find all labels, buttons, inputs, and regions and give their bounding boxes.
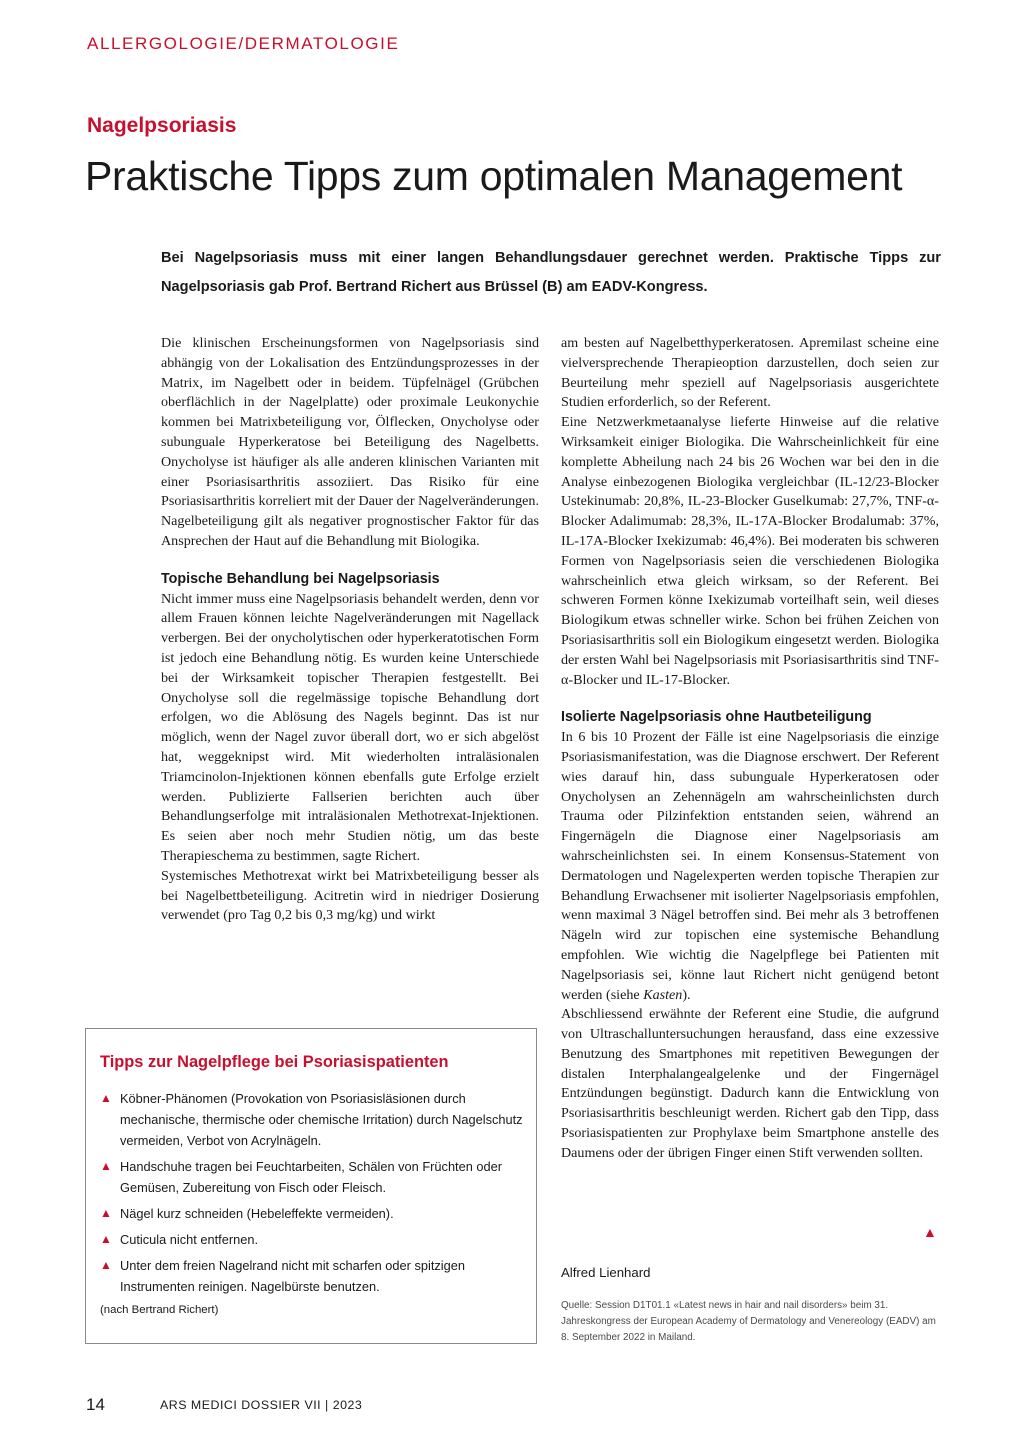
- tip-text: Unter dem freien Nagelrand nicht mit scharfen oder spitzigen Instrumenten reinigen. Nagelbürste benutzen.: [120, 1258, 465, 1294]
- tip-text: Nägel kurz schneiden (Hebeleffekte vermeiden).: [120, 1206, 394, 1221]
- list-item: [100, 1229, 528, 1250]
- publication-footer: ARS MEDICI DOSSIER VII | 2023: [160, 1398, 363, 1412]
- section-label: ALLERGOLOGIE/DERMATOLOGIE: [87, 34, 400, 53]
- tip-text: Köbner-Phänomen (Provokation von Psoriasisläsionen durch mechanische, thermische oder chemische Irritation) durch Nagelschutz vermeiden, Verbot von Acrylnägeln.: [120, 1091, 523, 1148]
- tips-box-title: Tipps zur Nagelpflege bei Psoriasispatienten: [100, 1053, 449, 1071]
- triangle-bullet-icon: ▲: [100, 1159, 112, 1173]
- left-column: [161, 334, 539, 926]
- isolated-text: In 6 bis 10 Prozent der Fälle ist eine Nagelpsoriasis die einzige Psoriasismanifestation, was die Diagnose erschwert. Der Referent wies darauf hin, dass subunguale Hyperkeratosen oder Onycholysen an Zehennägeln am wahrscheinlichsten durch Trauma oder Pilzinfektion entstanden seien, während an Fingernägeln die Diagnose einer Nagelpsoriasis am wahrscheinlichsten sei. In einem Konsensus-Statement von Dermatologen und Nagelexperten werden topische Therapien zur Behandlung Erwachsener mit isolierter Nagelpsoriasis empfohlen, wenn maximal 3 Nägel betroffen sind. Bei mehr als 3 betroffenen Nägeln wird zur topischen eine systemische Behandlung empfohlen. Wie wichtig die Nagelpflege bei Patienten mit Nagelpsoriasis sei, könne laut Richert nicht genügend betont werden (siehe: [561, 729, 939, 1003]
- list-item: [100, 1088, 528, 1151]
- kasten-reference: Kasten: [643, 986, 683, 1003]
- systemic-paragraph: Systemisches Methotrexat wirkt bei Matrixbeteiligung besser als bei Nagelbettbeteiligung. Acitretin wird in niedriger Dosierung verwendet (pro Tag 0,2 bis 0,3 mg/kg) und wirkt: [161, 867, 539, 924]
- article-kicker: Nagelpsoriasis: [87, 114, 237, 137]
- subheading-topical: Topische Behandlung bei Nagelpsoriasis: [161, 570, 440, 587]
- topical-paragraph: Nicht immer muss eine Nagelpsoriasis behandelt werden, denn vor allem Frauen können leichte Nagelveränderungen mit Nagellack verbergen. Bei der onycholytischen oder hyperkeratotischen Form ist jedoch eine Behandlung nötig. Es wurden keine Unterschiede bei der Wirksamkeit topischer Therapien festgestellt. Bei Onycholyse soll die regelmässige topische Behandlung dort erfolgen, wo die Ablösung des Nagels beginnt. Das ist nur möglich, wenn der Nagel zuvor überall dort, wo er sich abgelöst hat, weggeknipst wird. Mit wiederholten intraläsionalen Triamcinolon-Injektionen können ebenfalls gute Erfolge erzielt werden. Publizierte Fallserien berichten auch über Behandlungserfolge mit intraläsionalen Methotrexat-Injektionen. Es seien aber noch mehr Studien nötig, um das beste Therapieschema zu bestimmen, sagte Richert.: [161, 590, 539, 864]
- subheading-isolated: Isolierte Nagelpsoriasis ohne Hautbeteiligung: [561, 709, 872, 726]
- intro-paragraph: Die klinischen Erscheinungsformen von Nagelpsoriasis sind abhängig von der Lokalisation des Entzündungsprozesses in der Matrix, im Nagelbett oder in beidem. Tüpfelnägel (Grübchen oberflächlich in der Nagelplatte) oder proximale Leukonychie kommen bei Matrixbeteiligung vor, Ölflecken, Onycholyse oder subunguale Hyperkeratose bei Beteiligung des Nagelbetts. Onycholyse ist häufiger als alle anderen klinischen Varianten mit einer Psoriasisarthritis assoziiert. Das Risiko für eine Psoriasisarthritis korreliert mit der Dauer der Nagelveränderungen. Nagelbeteiligung gilt als negativer prognostischer Faktor für das Ansprechen der Haut auf die Behandlung mit Biologika.: [161, 335, 539, 549]
- article-headline: Praktische Tipps zum optimalen Management: [85, 153, 903, 199]
- triangle-bullet-icon: ▲: [100, 1091, 112, 1105]
- source-note: Quelle: Session D1T01.1 «Latest news in hair and nail disorders» beim 31. Jahreskongress der European Academy of Dermatology and Venereology (EADV) am 8. September 2022 in Mailand.: [561, 1300, 936, 1343]
- right-column: [561, 334, 939, 1164]
- tip-text: Cuticula nicht entfernen.: [120, 1232, 259, 1247]
- list-item: [100, 1203, 528, 1224]
- triangle-bullet-icon: ▲: [100, 1258, 112, 1272]
- article-lead: Bei Nagelpsoriasis muss mit einer langen Behandlungsdauer gerechnet werden. Praktische Tipps zur Nagelpsoriasis gab Prof. Bertrand Richert aus Brüssel (B) am EADV-Kongress.: [161, 250, 941, 295]
- triangle-bullet-icon: ▲: [100, 1232, 112, 1246]
- triangle-bullet-icon: ▲: [100, 1206, 112, 1220]
- metaanalysis-paragraph: Eine Netzwerkmetaanalyse lieferte Hinweise auf die relative Wirksamkeit einiger Biologika. Die Wahrscheinlichkeit für eine komplette Abheilung nach 24 bis 26 Wochen war bei den in die Analyse einbezogenen Biologika vergleichbar (IL-12/23-Blocker Ustekinumab: 20,8%, IL-23-Blocker Guselkumab: 27,7%, TNF-α-Blocker Adalimumab: 28,3%, IL-17A-Blocker Brodalumab: 37%, IL-17A-Blocker Ixekizumab: 46,4%). Bei moderaten bis schweren Formen von Nagelpsoriasis seien die verschiedenen Biologika wahrscheinlich etwa gleich wirksam, so der Referent. Bei schweren Formen könne Ixekizumab vorteilhaft sein, weil dieses Biologikum etwas schneller wirke. Schon bei frühen Zeichen von Psoriasisarthritis soll ein Biologikum eingesetzt werden. Biologika der ersten Wahl bei Nagelpsoriasis mit Psoriasisarthritis sind TNF-α-Blocker und IL-17-Blocker.: [561, 414, 939, 688]
- closing-paragraph: Abschliessend erwähnte der Referent eine Studie, die aufgrund von Ultraschalluntersuchungen herausfand, dass eine exzessive Benutzung des Smartphones mit repetitiven Bewegungen der distalen Interphalangealgelenke und der Fingernägel Entzündungen begünstigt. Dadurch kann die Entwicklung von Psoriasisarthritis beschleunigt werden. Richert gab den Tipp, dass Psoriasispatienten zur Prophylaxe beim Smartphone anstelle des Daumens oder der übrigen Finger einen Stift verwenden sollten.: [561, 1006, 939, 1161]
- page-number: 14: [86, 1395, 105, 1414]
- end-triangle-icon: ▲: [923, 1224, 937, 1240]
- list-item: [100, 1156, 528, 1198]
- tips-list: [100, 1088, 528, 1302]
- author-name: Alfred Lienhard: [561, 1265, 651, 1280]
- isolated-paragraph: [561, 728, 939, 1005]
- list-item: [100, 1255, 528, 1297]
- isolated-text-end: ).: [682, 986, 691, 1003]
- tips-credit: (nach Bertrand Richert): [100, 1304, 219, 1316]
- continuation-paragraph: am besten auf Nagelbetthyperkeratosen. Apremilast scheine eine vielversprechende Therapieoption darzustellen, doch seien zur Beurteilung mehr speziell auf Nagelpsoriasis ausgerichtete Studien erforderlich, so der Referent.: [561, 335, 939, 411]
- tip-text: Handschuhe tragen bei Feuchtarbeiten, Schälen von Früchten oder Gemüsen, Zubereitung von Fisch oder Fleisch.: [120, 1159, 503, 1195]
